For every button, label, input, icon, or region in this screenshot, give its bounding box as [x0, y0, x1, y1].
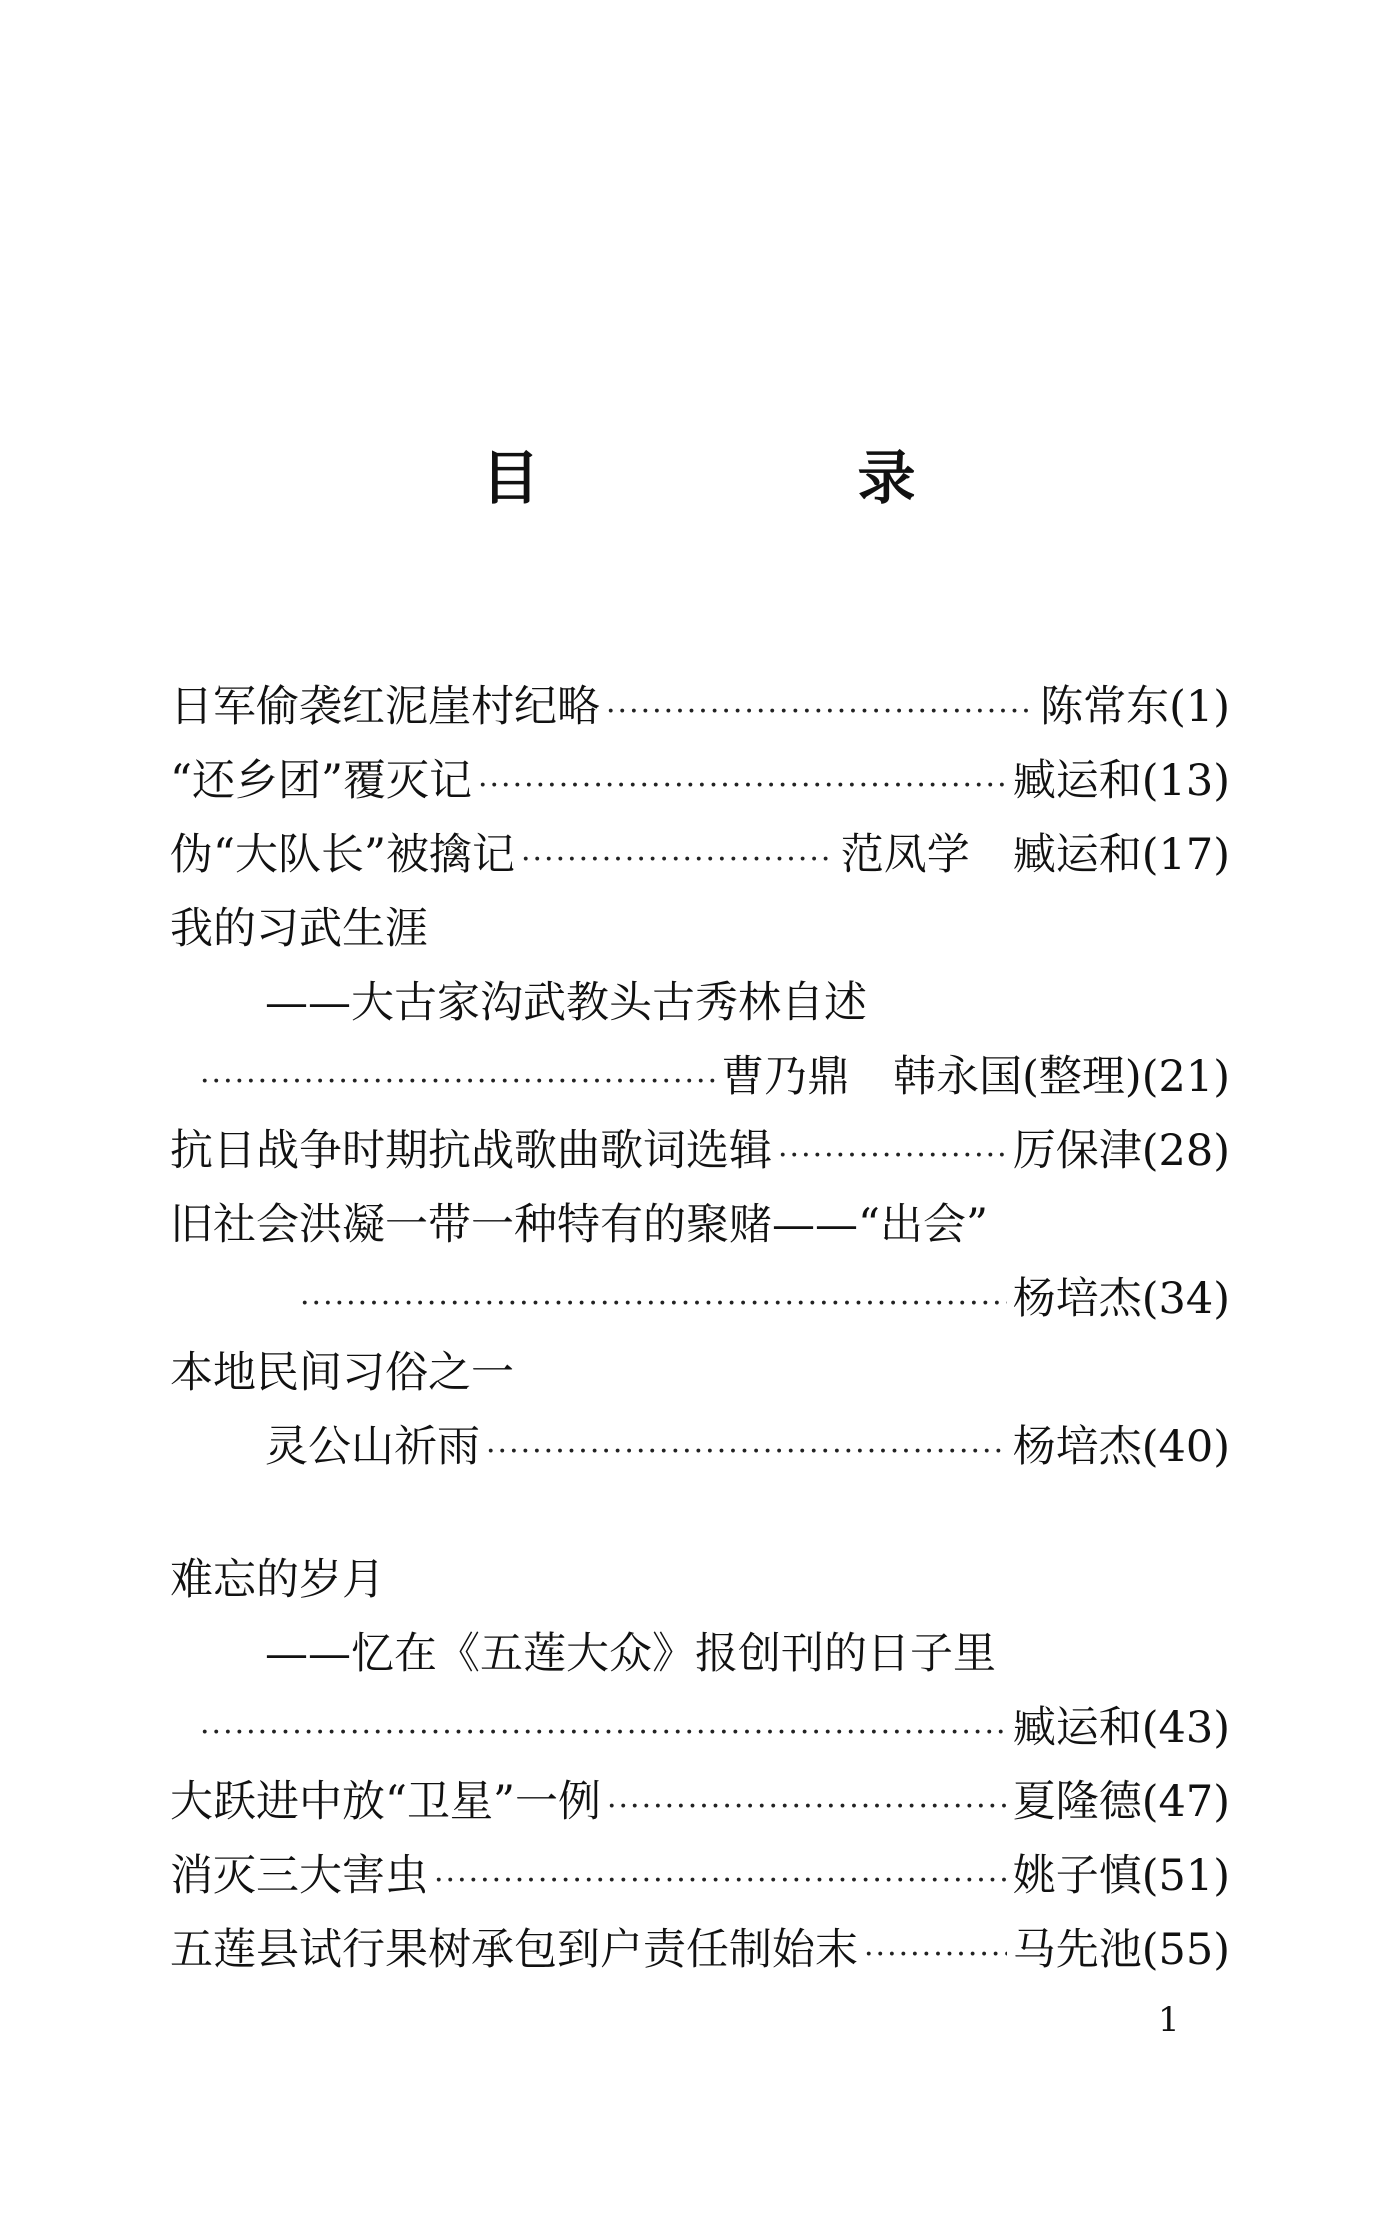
toc-entry-title: 我的习武生涯: [170, 904, 428, 954]
toc-entry-page: (40): [1141, 1422, 1230, 1472]
leader-dots: [521, 830, 835, 890]
toc-entry-title: 难忘的岁月: [170, 1555, 385, 1605]
leader-dots: [478, 756, 1007, 816]
toc-entry-page: (1): [1169, 682, 1230, 732]
toc-entry: [200, 1698, 1230, 1758]
toc-entry: [170, 751, 1230, 811]
toc-entry: [265, 1417, 1230, 1477]
toc-entry: [170, 899, 1230, 959]
toc-entry-author: 陈常东: [1040, 682, 1170, 732]
toc-entry-author: 姚子慎: [1012, 1851, 1142, 1901]
toc-entry-title: “还乡团”覆灭记: [170, 756, 472, 806]
toc-entry-title: 伪“大队长”被擒记: [170, 830, 515, 880]
leader-dots: [434, 1851, 1007, 1911]
toc-entry: [170, 825, 1230, 885]
leader-dots: [607, 1777, 1007, 1837]
toc-entry-page: (28): [1141, 1126, 1230, 1176]
toc-entry-author: 杨培杰: [1012, 1422, 1142, 1472]
toc-entry-subtitle: [265, 973, 1230, 1033]
toc-entry: [170, 1772, 1230, 1832]
toc-entry: [170, 677, 1230, 737]
leader-dots: [778, 1126, 1007, 1186]
toc-entry: [170, 1121, 1230, 1181]
toc-entry-title: ——大古家沟武教头古秀林自述: [265, 978, 867, 1028]
toc-entry-title: ——忆在《五莲大众》报创刊的日子里: [265, 1629, 996, 1679]
leader-dots: [200, 1703, 1007, 1763]
toc-entry-page: (55): [1141, 1925, 1230, 1975]
toc-entry-author: 臧运和: [1012, 1703, 1142, 1753]
toc-entry: [200, 1047, 1230, 1107]
toc-entry-title: 日军偷袭红泥崖村纪略: [170, 682, 600, 732]
toc-entry-page: (51): [1141, 1851, 1230, 1901]
toc-entry-page: (43): [1141, 1703, 1230, 1753]
toc-entry-author: 夏隆德: [1012, 1777, 1142, 1827]
leader-dots: [486, 1422, 1007, 1482]
toc-entry-title: 灵公山祈雨: [265, 1422, 480, 1472]
toc-entry-page: (34): [1141, 1274, 1230, 1324]
toc-entry-page: (21): [1141, 1052, 1230, 1102]
toc-entry-author: 曹乃鼎 韩永国(整理): [721, 1052, 1142, 1102]
page-number: 1: [1158, 2000, 1180, 2040]
toc-entry-page: (47): [1141, 1777, 1230, 1827]
toc-entry-author: 马先池: [1012, 1925, 1142, 1975]
toc-entry: [170, 1195, 1230, 1255]
toc-entry-author: 厉保津: [1012, 1126, 1142, 1176]
toc-entry-author: 臧运和: [1012, 756, 1142, 806]
leader-dots: [200, 1052, 715, 1112]
toc-entry-title: 五莲县试行果树承包到户责任制始末: [170, 1925, 858, 1975]
toc-entry: [170, 1846, 1230, 1906]
toc-entry-subtitle: [265, 1624, 1230, 1684]
toc-entry: [170, 1550, 1230, 1610]
page-title: 目 录: [481, 444, 1046, 512]
toc-entry: [300, 1269, 1230, 1329]
toc-entry-title: 本地民间习俗之一: [170, 1348, 514, 1398]
toc-entry: [170, 1920, 1230, 1980]
toc-entry-page: (17): [1141, 830, 1230, 880]
toc-entry-title: 消灭三大害虫: [170, 1851, 428, 1901]
leader-dots: [300, 1274, 1007, 1334]
leader-dots: [606, 682, 1034, 742]
toc-entry: [170, 1343, 1230, 1403]
toc-entry-title: 大跃进中放“卫星”一例: [170, 1777, 601, 1827]
leader-dots: [864, 1925, 1007, 1985]
toc-entry-title: 旧社会洪凝一带一种特有的聚赌——“出会”: [170, 1200, 988, 1250]
toc-entry-author: 杨培杰: [1012, 1274, 1142, 1324]
toc-entry-title: 抗日战争时期抗战歌曲歌词选辑: [170, 1126, 772, 1176]
toc-entry-page: (13): [1141, 756, 1230, 806]
toc-entry-author: 范凤学 臧运和: [840, 830, 1142, 880]
